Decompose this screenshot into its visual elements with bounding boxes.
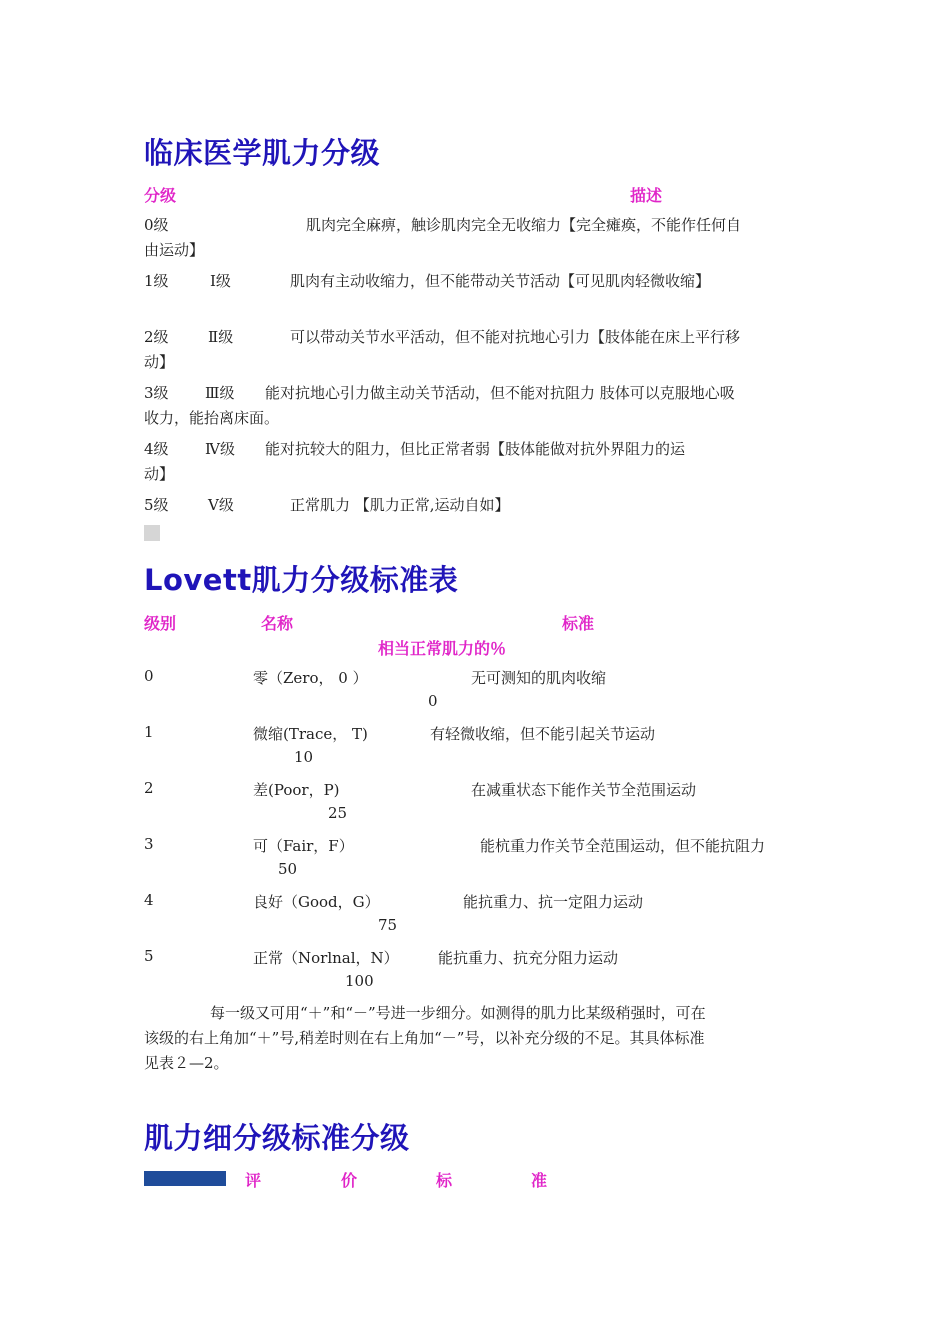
s1-row3-desc-cont: 收力，能抬离床面。 xyxy=(144,409,280,427)
s1-row0-desc-cont: 由运动】 xyxy=(144,241,205,259)
s1-row0-grade: 0级 xyxy=(144,216,169,234)
s2-row1-name: 微缩(Trace， T) xyxy=(253,725,368,743)
s2-row5-level: 5 xyxy=(144,947,154,965)
s1-row5-desc: 正常肌力 【肌力正常,运动自如】 xyxy=(290,496,510,514)
s1-row5-roman: Ⅴ级 xyxy=(208,496,234,514)
s2-row1-level: 1 xyxy=(144,723,154,741)
s2-row5-percent: 100 xyxy=(345,972,374,990)
s1-row2-grade: 2级 xyxy=(144,328,169,346)
s2-paragraph-line1: 每一级又可用“＋”和“－”号进一步细分。如测得的肌力比某级稍强时，可在 xyxy=(210,1004,706,1022)
s1-row4-desc: 能对抗较大的阻力，但比正常者弱【肢体能做对抗外界阻力的运 xyxy=(265,440,686,458)
s2-row3-level: 3 xyxy=(144,835,154,853)
s2-paragraph-line3: 见表２—2。 xyxy=(144,1054,229,1072)
s1-row5-grade: 5级 xyxy=(144,496,169,514)
s2-row0-name: 零（Zero， 0 ） xyxy=(253,669,368,687)
placeholder-image-icon xyxy=(144,525,160,541)
s2-row4-level: 4 xyxy=(144,891,154,909)
section2-header-level: 级别 xyxy=(144,614,177,633)
blue-block-decoration xyxy=(144,1171,226,1186)
section1-header-desc: 描述 xyxy=(630,186,663,205)
section2-header-standard: 标准 xyxy=(562,614,595,633)
s1-row0-desc: 肌肉完全麻痹，触诊肌肉完全无收缩力【完全瘫痪，不能作任何自 xyxy=(306,216,742,234)
section1-header-grade: 分级 xyxy=(144,186,177,205)
s2-row0-percent: 0 xyxy=(428,692,438,710)
section2-title: Lovett肌力分级标准表 xyxy=(144,563,459,597)
section1-title: 临床医学肌力分级 xyxy=(144,136,381,170)
s1-row4-grade: 4级 xyxy=(144,440,169,458)
s1-row4-desc-cont: 动】 xyxy=(144,465,175,483)
s3-header-char1: 评 xyxy=(245,1171,262,1190)
s3-header-char2: 价 xyxy=(341,1171,358,1190)
s2-row0-standard: 无可测知的肌肉收缩 xyxy=(471,669,607,687)
s2-row2-name: 差(Poor，P) xyxy=(253,781,340,799)
s2-row5-standard: 能抗重力、抗充分阻力运动 xyxy=(438,949,619,967)
s2-paragraph-line2: 该级的右上角加“＋”号,稍差时则在右上角加“－”号，以补充分级的不足。其具体标准 xyxy=(144,1029,705,1047)
s1-row1-grade: 1级 xyxy=(144,272,169,290)
s1-row1-desc: 肌肉有主动收缩力，但不能带动关节活动【可见肌肉轻微收缩】 xyxy=(290,272,711,290)
s2-row3-name: 可（Fair，F） xyxy=(253,837,354,855)
s1-row3-desc: 能对抗地心引力做主动关节活动，但不能对抗阻力 肢体可以克服地心吸 xyxy=(265,384,735,402)
s2-row4-name: 良好（Good，G） xyxy=(253,893,380,911)
s1-row2-desc-cont: 动】 xyxy=(144,353,175,371)
s2-row4-percent: 75 xyxy=(378,916,398,934)
s2-row0-level: 0 xyxy=(144,667,154,685)
s1-row1-roman: Ⅰ级 xyxy=(210,272,231,290)
s3-header-char3: 标 xyxy=(436,1171,453,1190)
s1-row4-roman: Ⅳ级 xyxy=(205,440,235,458)
section2-header-name: 名称 xyxy=(261,614,294,633)
s2-row2-percent: 25 xyxy=(328,804,348,822)
s3-header-char4: 准 xyxy=(531,1171,548,1190)
section2-header-percent: 相当正常肌力的％ xyxy=(378,639,507,658)
s1-row3-grade: 3级 xyxy=(144,384,169,402)
s2-row5-name: 正常（Norlnal，N） xyxy=(253,949,399,967)
section3-title: 肌力细分级标准分级 xyxy=(144,1121,410,1155)
s2-row2-level: 2 xyxy=(144,779,154,797)
s2-row1-standard: 有轻微收缩，但不能引起关节运动 xyxy=(430,725,656,743)
s2-row3-percent: 50 xyxy=(278,860,298,878)
s1-row2-roman: Ⅱ级 xyxy=(208,328,234,346)
s2-row4-standard: 能抗重力、抗一定阻力运动 xyxy=(463,893,644,911)
s2-row1-percent: 10 xyxy=(294,748,314,766)
s1-row3-roman: Ⅲ级 xyxy=(205,384,235,402)
s2-row2-standard: 在减重状态下能作关节全范围运动 xyxy=(471,781,697,799)
s1-row2-desc: 可以带动关节水平活动，但不能对抗地心引力【肢体能在床上平行移 xyxy=(290,328,741,346)
s2-row3-standard: 能杭重力作关节全范围运动，但不能抗阻力 xyxy=(480,837,766,855)
